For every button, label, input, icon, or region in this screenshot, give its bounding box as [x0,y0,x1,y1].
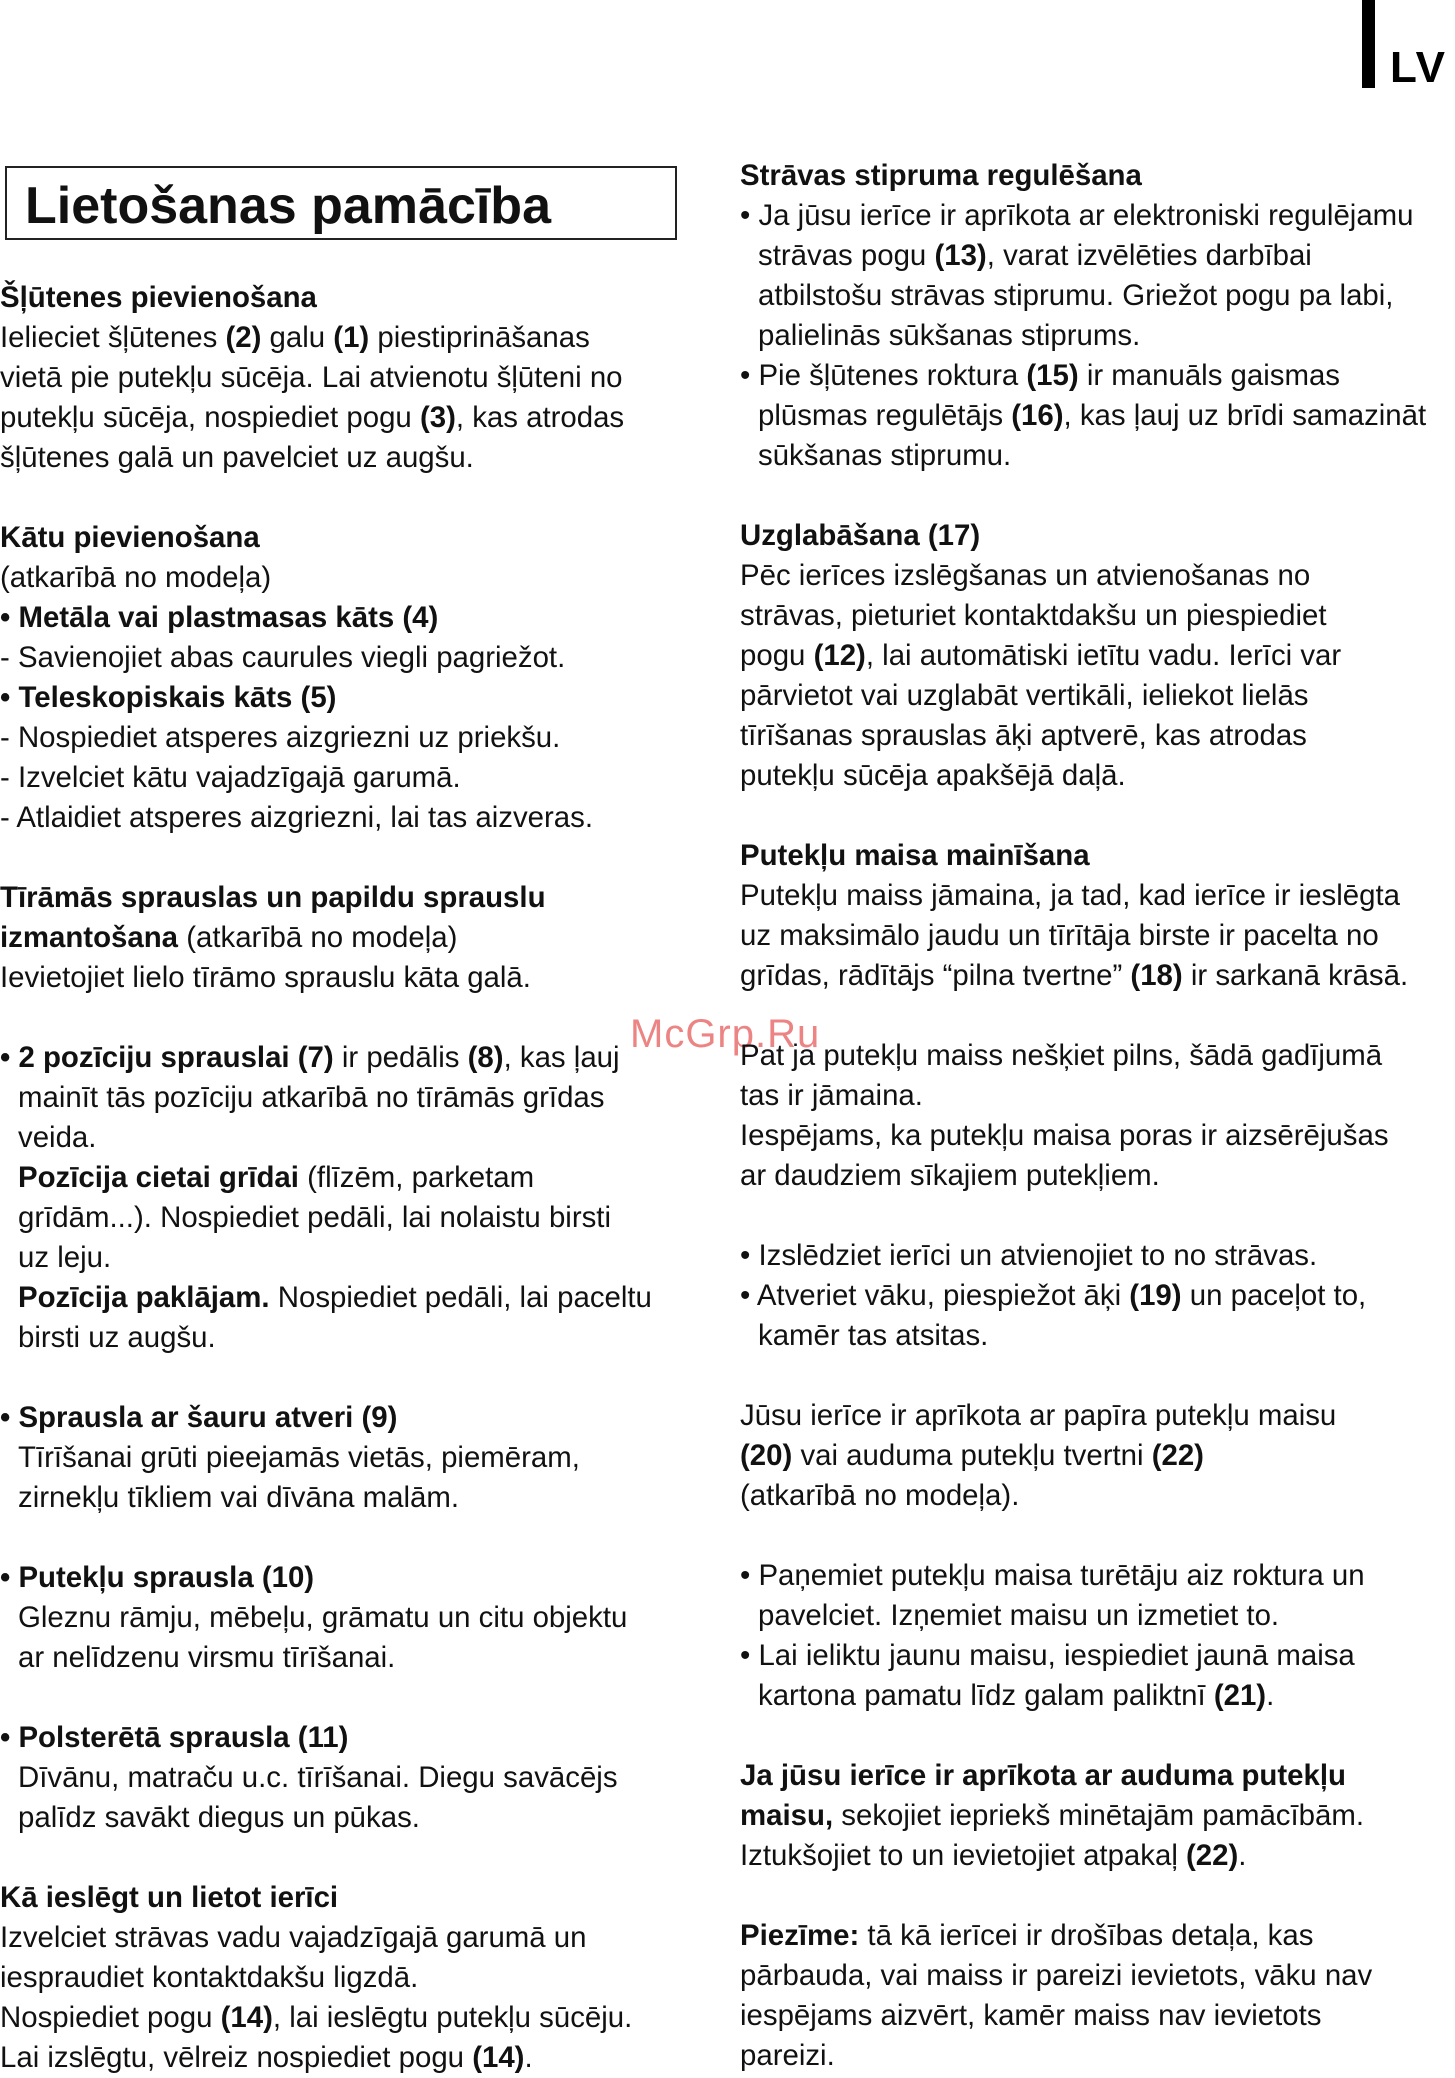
paragraph-line: (atkarībā no modeļa) [0,561,272,594]
paragraph-line: - Atlaidiet atsperes aizgriezni, lai tas aizveras. [0,801,593,834]
paragraph-line: Pat ja putekļu maiss nešķiet pilns, šādā gadījumā [740,1039,1383,1072]
paragraph-line: ar nelīdzenu virsmu tīrīšanai. [18,1641,396,1674]
section-heading-fabric-bag: Ja jūsu ierīce ir aprīkota ar auduma putekļu [740,1759,1346,1792]
paragraph-line: tīrīšanas sprauslas āķi aptverē, kas atrodas [740,719,1307,752]
paragraph-line: Pozīcija paklājam. Nospiediet pedāli, lai paceltu [18,1281,652,1314]
language-bar-mark [1362,0,1375,88]
paragraph-line: putekļu sūcēja apakšējā daļā. [740,759,1126,792]
list-item-heading: • Teleskopiskais kāts (5) [0,681,337,714]
list-item: • Izslēdziet ierīci un atvienojiet to no strāvas. [740,1239,1318,1272]
list-item-heading: • Sprausla ar šauru atveri (9) [0,1401,398,1434]
paragraph-line: pārbauda, vai maiss ir pareizi ievietots, vāku nav [740,1959,1373,1992]
paragraph-line: Nospiediet pogu (14), lai ieslēgtu putekļu sūcēju. [0,2001,633,2034]
paragraph-line: Putekļu maiss jāmaina, ja tad, kad ierīce ir ieslēgta [740,879,1400,912]
title-box [5,166,677,240]
paragraph-line: tas ir jāmaina. [740,1079,923,1112]
paragraph-line: atbilstošu strāvas stiprumu. Griežot pogu pa labi, [758,279,1394,312]
paragraph-line: Ielieciet šļūtenes (2) galu (1) piestiprināšanas [0,321,590,354]
paragraph-line: Pozīcija cietai grīdai (flīzēm, parketam [18,1161,535,1194]
paragraph-line: veida. [18,1121,97,1154]
list-item: • Pie šļūtenes roktura (15) ir manuāls gaismas [740,359,1341,392]
list-item-heading: • Metāla vai plastmasas kāts (4) [0,601,439,634]
paragraph-line: izmantošana (atkarībā no modeļa) [0,921,458,954]
paragraph-line: ar daudziem sīkajiem putekļiem. [740,1159,1160,1192]
language-code: LV [1390,43,1447,92]
paragraph-line: Pēc ierīces izslēgšanas un atvienošanas no [740,559,1311,592]
paragraph-line: iespējams aizvērt, kamēr maiss nav ievietots [740,1999,1322,2032]
section-heading-tubes: Kātu pievienošana [0,521,260,554]
paragraph-line: sūkšanas stiprumu. [758,439,1012,472]
paragraph-line: - Savienojiet abas caurules viegli pagriežot. [0,641,566,674]
paragraph-line: Dīvānu, matraču u.c. tīrīšanai. Diegu savācējs [18,1761,618,1794]
paragraph-line: uz maksimālo jaudu un tīrītāja birste ir pacelta no [740,919,1379,952]
left-column [0,278,700,2078]
section-heading-onoff: Kā ieslēgt un lietot ierīci [0,1881,339,1914]
paragraph-line: Iztukšojiet to un ievietojiet atpakaļ (22). [740,1839,1247,1872]
paragraph-line: Jūsu ierīce ir aprīkota ar papīra putekļu maisu [740,1399,1337,1432]
paragraph-line: Iespējams, ka putekļu maisa poras ir aizsērējušas [740,1119,1389,1152]
list-item: • 2 pozīciju sprauslai (7) ir pedālis (8), kas ļauj [0,1041,620,1074]
paragraph-line: Izvelciet strāvas vadu vajadzīgajā garumā un [0,1921,587,1954]
paragraph-line: zirnekļu tīkliem vai dīvāna malām. [18,1481,460,1514]
paragraph-line: putekļu sūcēja, nospiediet pogu (3), kas atrodas [0,401,625,434]
paragraph-line: (atkarībā no modeļa). [740,1479,1020,1512]
paragraph-line: - Nospiediet atsperes aizgriezni uz priekšu. [0,721,561,754]
paragraph-line: pavelciet. Izņemiet maisu un izmetiet to. [758,1599,1280,1632]
section-heading-power: Strāvas stipruma regulēšana [740,159,1142,192]
list-item: • Atveriet vāku, piespiežot āķi (19) un paceļot to, [740,1279,1367,1312]
right-column [740,156,1452,2076]
paragraph-line: birsti uz augšu. [18,1321,216,1354]
paragraph-line: pogu (12), lai automātiski ietītu vadu. Ierīci var [740,639,1342,672]
note-label: Piezīme: [740,1919,860,1952]
list-item: • Paņemiet putekļu maisa turētāju aiz roktura un [740,1559,1365,1592]
paragraph-line: Lai izslēgtu, vēlreiz nospiediet pogu (14). [0,2041,533,2074]
section-heading-bag: Putekļu maisa mainīšana [740,839,1090,872]
section-heading-storage: Uzglabāšana (17) [740,519,981,552]
paragraph-line: strāvas, pieturiet kontaktdakšu un piespiediet [740,599,1327,632]
list-item-heading: • Putekļu sprausla (10) [0,1561,315,1594]
paragraph-line: grīdām...). Nospiediet pedāli, lai nolaistu birsti [18,1201,611,1234]
paragraph-line: maisu, sekojiet iepriekš minētajām pamācībām. [740,1799,1364,1832]
paragraph-line: plūsmas regulētājs (16), kas ļauj uz brīdi samazināt [758,399,1427,432]
paragraph-line: grīdas, rādītājs “pilna tvertne” (18) ir sarkanā krāsā. [740,959,1409,992]
paragraph-line: pareizi. [740,2039,835,2072]
paragraph-line: palīdz savākt diegus un pūkas. [18,1801,420,1834]
paragraph-line: pārvietot vai uzglabāt vertikāli, ieliekot lielās [740,679,1309,712]
list-item: • Lai ieliktu jaunu maisu, iespiediet jaunā maisa [740,1639,1355,1672]
note-paragraph: Piezīme: tā kā ierīcei ir drošības detaļa, kas [740,1919,1314,1952]
list-item: • Ja jūsu ierīce ir aprīkota ar elektroniski regulējamu [740,199,1414,232]
paragraph-line: palielinās sūkšanas stiprums. [758,319,1141,352]
watermark: McGrp.Ru [630,1012,821,1056]
paragraph-line: šļūtenes galā un pavelciet uz augšu. [0,441,474,474]
page-title: Lietošanas pamācība [25,177,551,235]
paragraph-line: Ievietojiet lielo tīrāmo sprauslu kāta galā. [0,961,531,994]
paragraph-line: (20) vai auduma putekļu tvertni (22) [740,1439,1204,1472]
list-item-heading: • Polsterētā sprausla (11) [0,1721,349,1754]
section-heading-nozzles: Tīrāmās sprauslas un papildu sprauslu [0,881,546,914]
paragraph-line: kartona pamatu līdz galam paliktnī (21). [758,1679,1275,1712]
paragraph-line: iespraudiet kontaktdakšu ligzdā. [0,1961,419,1994]
paragraph-line: vietā pie putekļu sūcēja. Lai atvienotu šļūteni no [0,361,623,394]
paragraph-line: mainīt tās pozīciju atkarībā no tīrāmās grīdas [18,1081,605,1114]
paragraph-line: kamēr tas atsitas. [758,1319,989,1352]
paragraph-line: uz leju. [18,1241,112,1274]
paragraph-line: Gleznu rāmju, mēbeļu, grāmatu un citu objektu [18,1601,628,1634]
section-heading-hose: Šļūtenes pievienošana [0,281,317,314]
paragraph-line: strāvas pogu (13), varat izvēlēties darbībai [758,239,1312,272]
paragraph-line: - Izvelciet kātu vajadzīgajā garumā. [0,761,461,794]
paragraph-line: Tīrīšanai grūti pieejamās vietās, piemēram, [18,1441,580,1474]
